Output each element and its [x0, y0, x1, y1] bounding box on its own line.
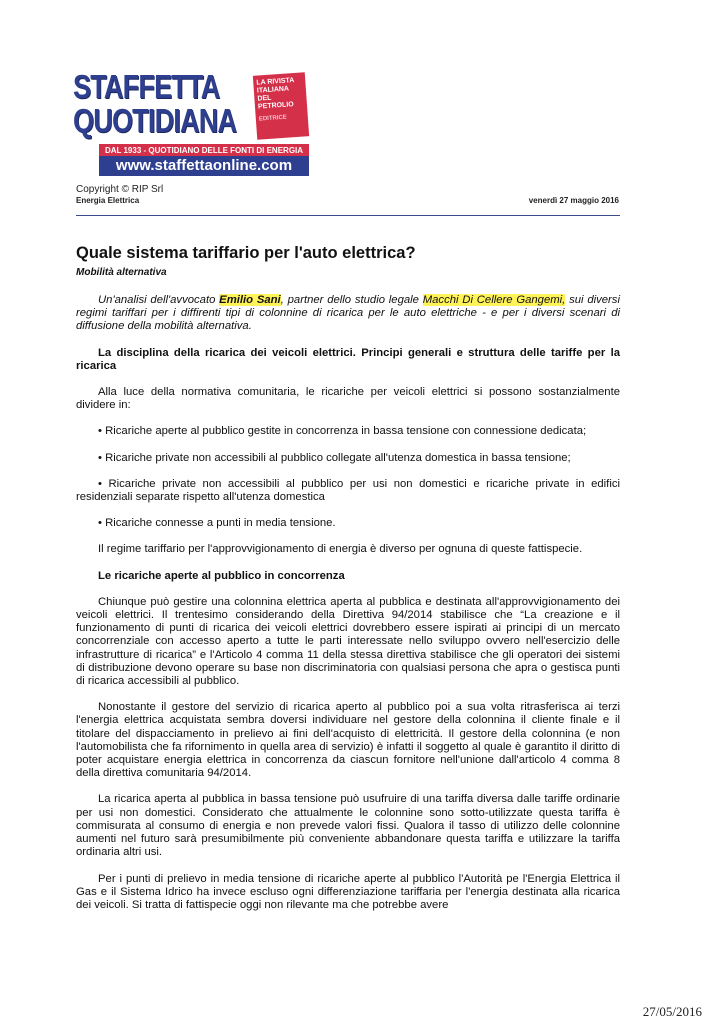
article-subtitle: Mobilità alternativa	[76, 267, 167, 278]
article-body	[76, 294, 620, 925]
section-label: Energia Elettrica	[76, 196, 140, 205]
bullet-1: • Ricariche aperte al pubblico gestite in concorrenza in bassa tensione con connessione dedicata;	[98, 425, 587, 438]
intro-text-1: Un'analisi dell'avvocato	[98, 294, 220, 306]
logo-tagline: DAL 1933 - QUOTIDIANO DELLE FONTI DI ENERGIA	[99, 144, 309, 157]
logo-line-1: STAFFETTA	[73, 68, 220, 105]
article-intro	[76, 294, 620, 334]
bullet-2: • Ricariche private non accessibili al pubblico collegate all'utenza domestica in bassa tensione;	[98, 451, 571, 464]
section-heading-2: Le ricariche aperte al pubblico in concorrenza	[98, 569, 345, 582]
staffetta-logo	[73, 70, 311, 180]
paragraph-5: La ricarica aperta al pubblica in bassa tensione può usufruire di una tariffa diversa dalle tariffe ordinarie per usi non domestici. Considerato che attualmente le colonnine sono sotto-utilizzate questa tariffa è commisurata al consumo di energia e non prevede valori fissi. Qualora il tasso di utilizzo delle colonnine aumenti nel futuro sarà presumibilmente più conveniente abbandonare questa tariffa e utilizzare la tariffa ordinaria altri usi.	[76, 793, 620, 859]
logo-wordmark	[73, 70, 245, 144]
bullet-4: • Ricariche connesse a punti in media tensione.	[98, 517, 336, 530]
header-divider	[76, 215, 620, 216]
section-heading-1: La disciplina della ricarica dei veicoli elettrici. Principi generali e struttura delle tariffe per la ricarica	[76, 346, 620, 372]
footer-date: 27/05/2016	[642, 1004, 702, 1019]
paragraph-3: Chiunque può gestire una colonnina elettrica aperta al pubblica e destinata all'approvvigionamento dei veicoli elettrici. Il trentesimo considerando della Direttiva 94/2014 stabilisce che “La creazione e il funzionamento di punti di ricarica dei veicoli elettrici dovrebbero essere ispirati ai principi di un mercato concorrenziale con accesso aperto a tutte le parti interessate nello sviluppo ovvero nell'esercizio delle infrastrutture di ricarica” e l'Articolo 4 comma 11 della stessa direttiva stabilisce che gli operatori dei sistemi di distribuzione devono operare su base non discriminatoria con qualsiasi persona che apra o gestisca punti di ricarica accessibili al pubblico.	[76, 595, 620, 688]
intro-text-3: sui diversi regimi tariffari per i diffirenti tipi di colonnine di ricarica per le auto elettriche - e per i diversi scenari di diffusione della mobilità alternativa.	[76, 294, 620, 333]
paragraph-6: Per i punti di prelievo in media tensione di ricariche aperte al pubblico l'Autorità pe l'Energia Elettrica il Gas e il Sistema Idrico ha invece escluso ogni differenziazione tariffaria per l'energia destinata alla ricarica dei veicoli. Si tratta di fattispecie oggi non rilevante ma che potrebbe avere	[76, 872, 620, 911]
author-name-highlight: Emilio Sani	[219, 294, 281, 306]
bullet-3: • Ricariche private non accessibili al pubblico per usi non domestici e ricariche private in edifici residenziali separate rispetto all'utenza domestica	[76, 477, 620, 504]
article-title: Quale sistema tariffario per l'auto elettrica?	[76, 244, 416, 262]
logo-badge-text: LA RIVISTA ITALIANA DEL PETROLIO	[256, 77, 295, 111]
logo-url: www.staffettaonline.com	[99, 156, 309, 176]
logo-line-2: QUOTIDIANA	[73, 102, 237, 139]
paragraph-4: Nonostante il gestore del servizio di ricarica aperto al pubblico poi a sua volta ritrasferisca ai terzi l'energia elettrica acquistata sembra doversi individuare nel gestore della colonnina il cliente finale e il titolare del dispacciamento in prelievo ai fini dell'acquisto di elettricità. Il gestore della colonnina (e non l'automobilista che fa rifornimento in quella area di servizio) è infatti il soggetto al quale è garantito il diritto di poter acquistare energia elettrica in concorrenza da ciascun fornitore nell'unione dall'articolo 4 comma 8 della direttiva comunitaria 94/2014.	[76, 701, 620, 780]
paragraph-2: Il regime tariffario per l'approvvigionamento di energia è diverso per ognuna di queste fattispecie.	[98, 543, 583, 556]
header-date: venerdì 27 maggio 2016	[528, 196, 619, 205]
copyright: Copyright © RIP Srl	[76, 184, 164, 195]
logo-badge	[253, 72, 309, 139]
paragraph-1: Alla luce della normativa comunitaria, le ricariche per veicoli elettrici si possono sostanzialmente dividere in:	[76, 386, 620, 412]
intro-text-2: , partner dello studio legale	[280, 294, 423, 306]
logo-badge-sub: EDITRICE	[258, 114, 288, 123]
law-firm-highlight: Macchi Di Cellere Gangemi,	[422, 294, 566, 306]
